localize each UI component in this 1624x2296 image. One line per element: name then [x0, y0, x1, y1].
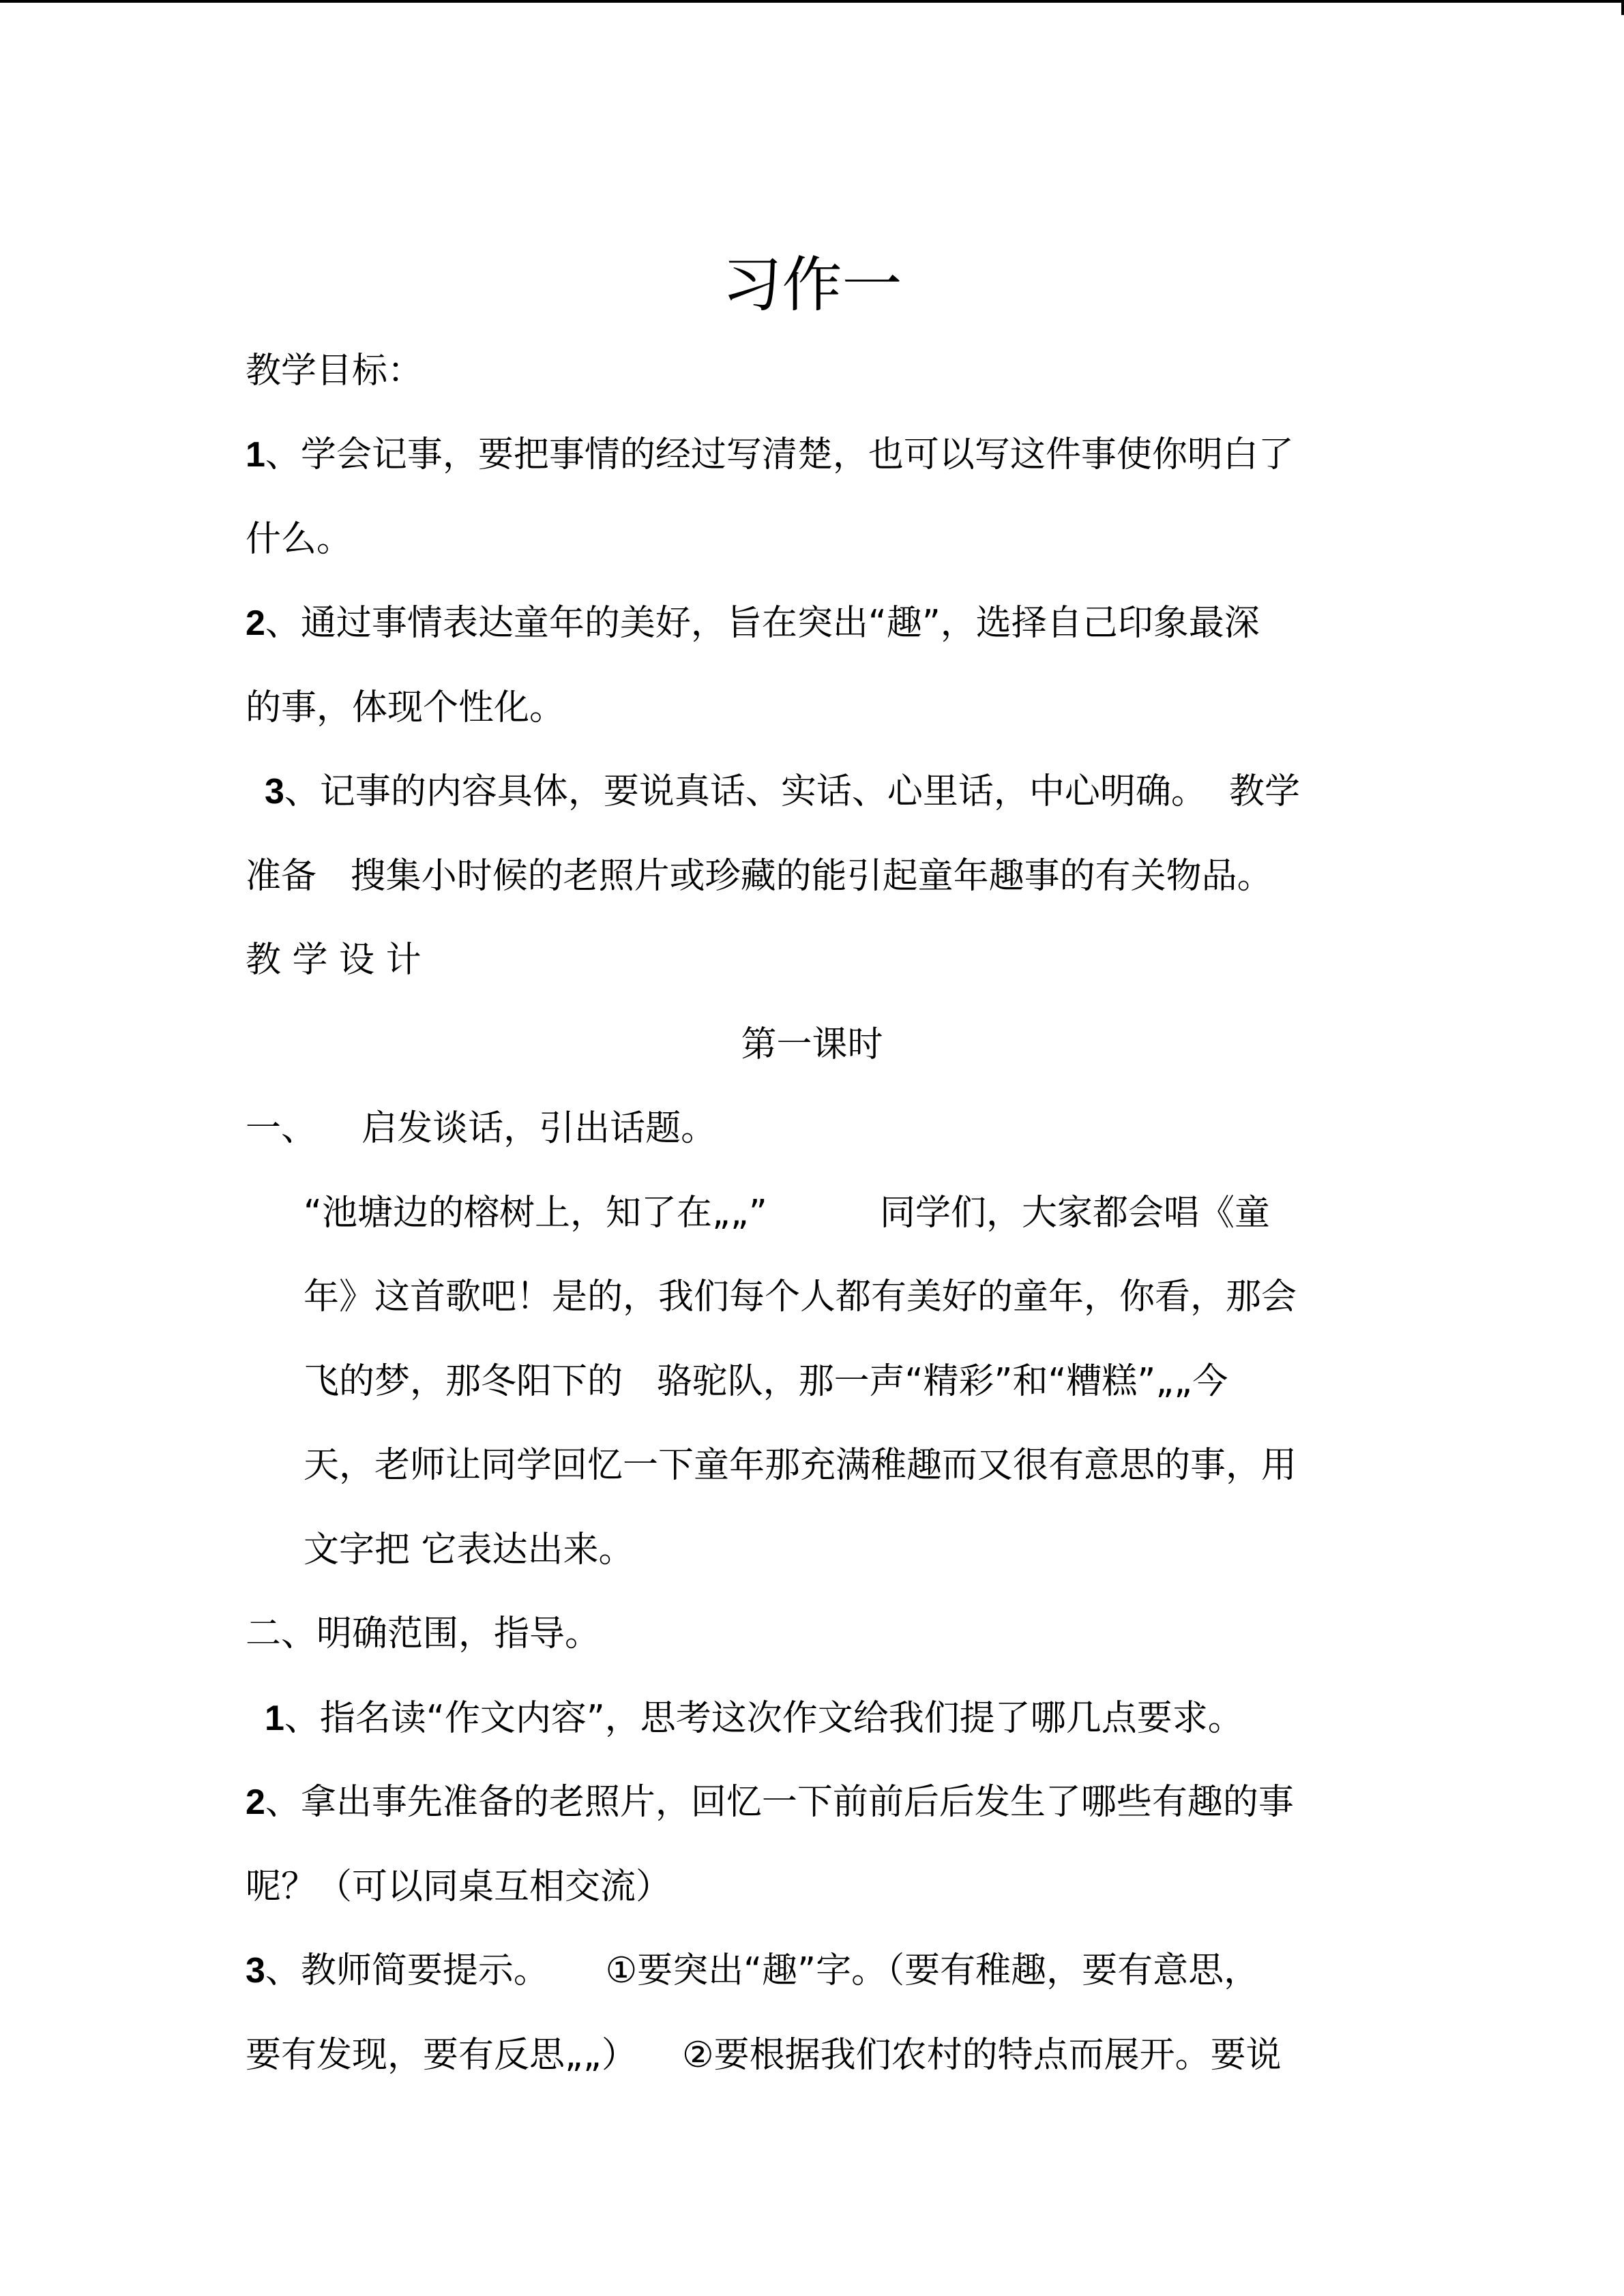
- line-text: 、记事的内容具体，要说真话、实话、心里话，中心明确。 教学: [284, 771, 1300, 812]
- goal-number: 2: [246, 603, 265, 643]
- line-preparation: [246, 852, 1273, 900]
- step-2-cont: [246, 1863, 671, 1911]
- line-teaching-goals: [246, 347, 423, 395]
- step-number: 1: [265, 1699, 284, 1738]
- line-text: 的事，体现个性化。: [246, 687, 565, 728]
- paragraph-line: [304, 1273, 1297, 1321]
- line-text: 二、明确范围，指导。: [246, 1613, 601, 1654]
- paragraph-line: [304, 1526, 634, 1574]
- step-number: 2: [246, 1783, 265, 1822]
- section-heading-1: [246, 1105, 716, 1152]
- line-text: 飞的梦，那冬阳下的 骆驼队，那一声“精彩”和“糟糕”„„今: [304, 1361, 1228, 1402]
- line-goal-2: [246, 599, 1260, 647]
- paragraph-line: [304, 1442, 1297, 1489]
- lesson-heading: [0, 1021, 1624, 1069]
- line-goal-2-cont: [246, 684, 565, 732]
- step-number: 3: [246, 1951, 265, 1991]
- line-text: 准备 搜集小时候的老照片或珍藏的能引起童年趣事的有关物品。: [246, 856, 1273, 897]
- line-text: 一、 启发谈话，引出话题。: [246, 1108, 717, 1149]
- line-text: 什么。: [246, 519, 353, 560]
- paragraph-line: [304, 1189, 1270, 1237]
- goal-number: 3: [265, 772, 284, 811]
- paragraph-line: [304, 1358, 1228, 1405]
- line-text: 年》这首歌吧！是的，我们每个人都有美好的童年，你看，那会: [304, 1277, 1297, 1317]
- line-text: 、通过事情表达童年的美好，旨在突出“趣”，选择自己印象最深: [265, 603, 1260, 644]
- line-text: 、教师简要提示。 ①要突出“趣”字。（要有稚趣，要有意思，: [265, 1950, 1260, 1991]
- step-3: [246, 1947, 1259, 1995]
- line-text: 、指名读“作文内容”，思考这次作文给我们提了哪几点要求。: [284, 1698, 1243, 1739]
- line-text: 文字把 它表达出来。: [304, 1530, 634, 1570]
- line-text: 教 学 设 计: [246, 940, 422, 981]
- line-teaching-design: [246, 936, 422, 984]
- step-2: [246, 1778, 1294, 1826]
- section-heading-2: [246, 1610, 600, 1658]
- line-text: 要有发现，要有反思„„） ②要根据我们农村的特点而展开。要说: [246, 2035, 1282, 2076]
- line-text: 、拿出事先准备的老照片，回忆一下前前后后发生了哪些有趣的事: [265, 1782, 1294, 1823]
- line-text: 呢？（可以同桌互相交流）: [246, 1866, 672, 1907]
- line-goal-3: [265, 768, 1300, 816]
- goal-number: 1: [246, 435, 265, 475]
- line-goal-1: [246, 431, 1294, 479]
- line-text: 教学目标：: [246, 351, 424, 391]
- line-goal-1-cont: [246, 516, 352, 563]
- line-text: “池塘边的榕树上，知了在„„” 同学们，大家都会唱《童: [304, 1193, 1271, 1234]
- line-text: 天，老师让同学回忆一下童年那充满稚趣而又很有意思的事，用: [304, 1445, 1297, 1486]
- line-text: 、学会记事，要把事情的经过写清楚，也可以写这件事使你明白了: [265, 434, 1294, 475]
- step-1: [265, 1695, 1243, 1742]
- document-title: 习作一: [722, 250, 902, 320]
- step-3-cont: [246, 2031, 1282, 2079]
- line-text: 第一课时: [741, 1024, 883, 1065]
